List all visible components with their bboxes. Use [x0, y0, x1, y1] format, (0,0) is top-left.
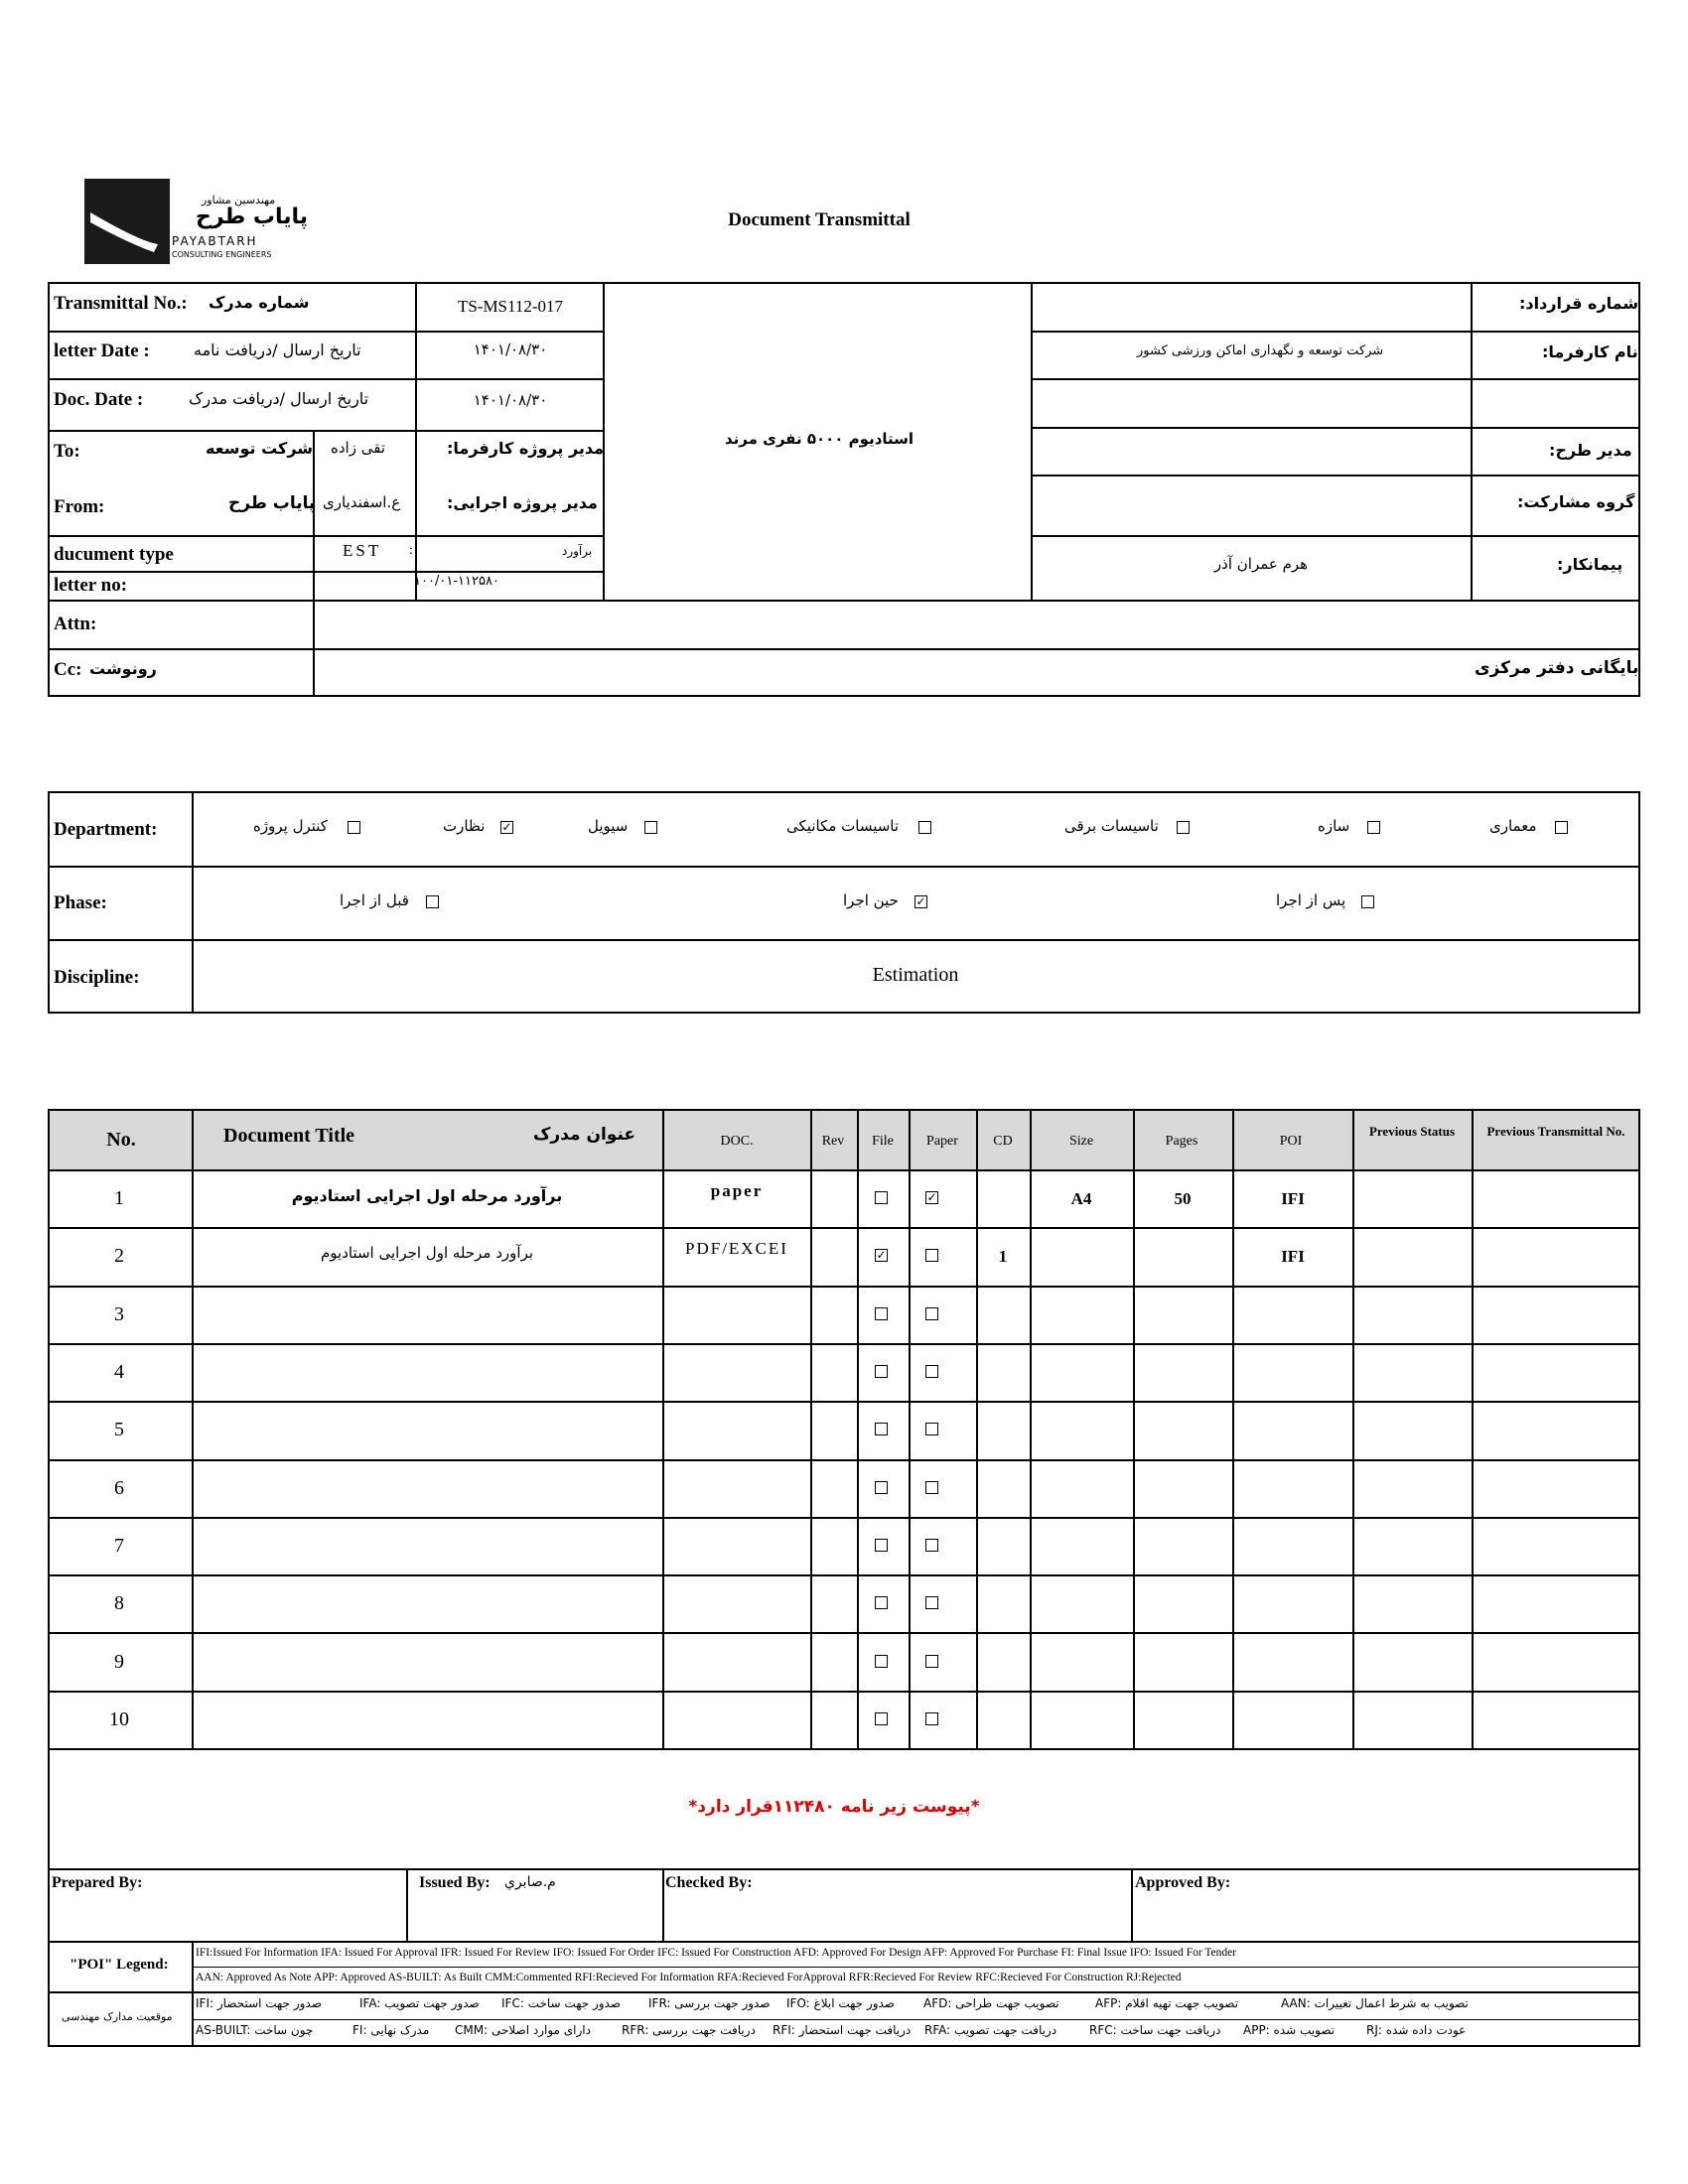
table-column-line [810, 1109, 812, 1748]
doc-type-value: EST [343, 541, 382, 560]
table-bottom-border [48, 2045, 1640, 2047]
col-prev-status-header: Previous Status [1368, 1124, 1456, 1139]
row-number: 6 [114, 1477, 124, 1499]
row-number: 10 [109, 1708, 129, 1730]
table-column-line [662, 1109, 664, 1748]
discipline-label: Discipline: [54, 967, 140, 988]
legend-line [48, 1991, 1640, 1993]
legend-line [192, 2019, 1640, 2020]
letter-date-value: ۱۴۰۱/۰۸/۳۰ [473, 341, 548, 358]
contractor-label: پیمانکار: [1557, 555, 1623, 574]
company-logo [84, 179, 309, 263]
signature-divider [1131, 1868, 1133, 1941]
phase-checkbox-0[interactable] [1361, 895, 1374, 908]
row-file-checkbox[interactable] [875, 1481, 888, 1494]
phase-option-label: حین اجرا [843, 891, 899, 909]
legend-item-4: RFC: دریافت جهت ساخت [1089, 2023, 1221, 2037]
col-cd-header: CD [993, 1134, 1013, 1149]
row-file-checkbox[interactable] [875, 1191, 888, 1204]
col-file-header: File [872, 1134, 894, 1149]
legend-item-3: AFD: تصویب جهت طراحی [923, 1996, 1059, 2010]
legend-item-4: RJ: عودت داده شده [1366, 2023, 1467, 2037]
department-checkbox-5[interactable]: ✓ [501, 820, 512, 834]
row-file-checkbox[interactable]: ✓ [876, 1248, 887, 1262]
project-name: استادیوم ۵۰۰۰ نفری مرند [724, 430, 914, 448]
col-title-en-header: Document Title [223, 1125, 355, 1147]
attn-label: Attn: [54, 614, 97, 634]
row-number: 5 [114, 1419, 124, 1440]
legend-item-3: IFO: صدور جهت ابلاغ [786, 1996, 895, 2010]
cc-fa: رونوشت [89, 659, 157, 678]
table-row-line [48, 1574, 1640, 1576]
poi-legend-label: "POI" Legend: [70, 1957, 169, 1973]
legend-item-3: AAN: تصویب به شرط اعمال تغییرات [1281, 1996, 1469, 2010]
department-checkbox-2[interactable] [1177, 821, 1190, 834]
phase-label: Phase: [54, 892, 107, 913]
row-file-checkbox[interactable] [875, 1655, 888, 1668]
col-poi-header: POI [1279, 1134, 1303, 1149]
department-option-label: سازه [1318, 817, 1350, 835]
engineering-position-label: موقعیت مدارک مهندسی [62, 2010, 173, 2023]
cc-value: بایگانی دفتر مرکزی [1475, 658, 1639, 678]
row-poi: IFI [1281, 1247, 1305, 1266]
table-top-border [48, 1109, 1640, 1111]
table-column-line [1030, 1109, 1032, 1748]
row-document-title: برآورد مرحله اول اجرایی استادیوم [291, 1186, 563, 1205]
legend-item-3: IFC: صدور جهت ساخت [501, 1996, 622, 2010]
to-company: شرکت توسعه [206, 439, 314, 458]
row-number: 3 [114, 1303, 124, 1325]
department-checkbox-4[interactable] [644, 821, 657, 834]
row-paper-checkbox[interactable] [925, 1655, 938, 1668]
logo-fa-small: مهندسین مشاور [202, 194, 276, 206]
row-file-checkbox[interactable] [875, 1307, 888, 1320]
department-checkbox-0[interactable] [1555, 821, 1568, 834]
legend-line-1: IFI:Issued For Information IFA: Issued For Approval IFR: Issued For Review IFO: Issued For Order IFC: Issued For Construction AFD: Approved For Design AFP: Approved For Purchase FI: Final Issue IFO: Issued For Tender [196, 1947, 1237, 1959]
row-paper-checkbox[interactable] [925, 1307, 938, 1320]
row-number: 9 [114, 1651, 124, 1673]
signature-top-line [48, 1868, 1640, 1870]
partner-label: گروه مشارکت: [1517, 492, 1635, 511]
from-person: ع.اسفندیاری [323, 493, 401, 511]
col-rev-header: Rev [821, 1134, 845, 1149]
table-row-line [48, 1691, 1640, 1693]
legend-item-3: IFR: صدور جهت بررسی [648, 1996, 771, 2010]
row-number: 1 [114, 1187, 124, 1209]
row-paper-checkbox[interactable] [925, 1249, 938, 1262]
legend-line-2: AAN: Approved As Note APP: Approved AS-BUILT: As Built CMM:Commented RFI:Recieved For Information RFA:Recieved ForApproval RFR:Recieved For Review RFC:Recieved For Construction RJ:Rejected [196, 1972, 1182, 1983]
row-poi: IFI [1281, 1189, 1305, 1208]
table-right-border [1638, 1109, 1640, 2045]
page-title: Document Transmittal [728, 209, 911, 230]
row-cd: 1 [998, 1247, 1008, 1266]
to-role: مدیر پروژه کارفرما: [447, 439, 605, 458]
row-paper-checkbox[interactable] [925, 1712, 938, 1725]
row-file-checkbox[interactable] [875, 1423, 888, 1435]
letter-no-value: ۱۰۰/۰۱-۱۱۲۵۸۰ [414, 574, 499, 589]
row-number: 8 [114, 1592, 124, 1614]
signature-divider [662, 1868, 664, 1941]
legend-line [192, 1967, 1640, 1968]
col-size-header: Size [1068, 1134, 1094, 1149]
department-option-label: نظارت [443, 817, 486, 835]
col-paper-header: Paper [926, 1134, 958, 1149]
prepared-by-label: Prepared By: [52, 1874, 143, 1891]
letter-date-fa: تاریخ ارسال /دریافت نامه [194, 341, 361, 359]
phase-option-label: قبل از اجرا [340, 891, 409, 909]
from-role: مدیر پروژه اجرایی: [447, 493, 598, 512]
discipline-value: Estimation [872, 964, 959, 986]
row-number: 7 [114, 1535, 124, 1557]
table-row-line [48, 1227, 1640, 1229]
row-paper-checkbox[interactable] [925, 1365, 938, 1378]
contract-no-label: شماره قرارداد: [1519, 294, 1639, 313]
client-value: شرکت توسعه و نگهداری اماکن ورزشی کشور [1137, 343, 1384, 358]
legend-item-4: RFA: دریافت جهت تصویب [924, 2023, 1057, 2037]
phase-checkbox-2[interactable] [426, 895, 439, 908]
department-option-label: معماری [1489, 817, 1537, 835]
doc-type-fa: برآورد [562, 544, 593, 558]
col-no-header: No. [106, 1129, 136, 1151]
logo-en-name: PAYABTARH [172, 234, 258, 248]
row-paper-checkbox[interactable] [925, 1423, 938, 1435]
row-paper-checkbox[interactable] [925, 1539, 938, 1552]
row-document-title: برآورد مرحله اول اجرایی استادیوم [320, 1244, 534, 1262]
table-row-line [48, 1286, 1640, 1288]
from-label: From: [54, 496, 105, 517]
table-left-border [48, 1109, 50, 2045]
row-number: 4 [114, 1361, 124, 1383]
row-file-checkbox[interactable] [875, 1365, 888, 1378]
legend-top-line [48, 1941, 1640, 1943]
doc-type-sep: : [409, 543, 413, 558]
logo-mark-icon [84, 179, 170, 264]
approved-by-label: Approved By: [1135, 1874, 1231, 1891]
table-row-line [48, 1401, 1640, 1403]
col-title-fa-header: عنوان مدرک [533, 1125, 636, 1145]
logo-fa-name: پایاب طرح [196, 205, 309, 229]
table-row-line [48, 1459, 1640, 1461]
table-row-line [48, 1632, 1640, 1634]
phase-checkbox-1[interactable]: ✓ [915, 894, 926, 908]
legend-item-4: AS-BUILT: چون ساخت [196, 2023, 314, 2037]
legend-item-4: CMM: دارای موارد اصلاحی [455, 2023, 591, 2037]
letter-date-label: letter Date : [54, 341, 150, 361]
legend-item-4: FI: مدرک نهایی [352, 2023, 430, 2037]
department-option-label: کنترل پروژه [253, 817, 328, 835]
col-doc-header: DOC. [720, 1134, 754, 1149]
contractor-value: هرم عمران آذر [1213, 555, 1309, 573]
row-paper-checkbox[interactable] [925, 1596, 938, 1609]
doc-date-label: Doc. Date : [54, 389, 144, 410]
doc-date-fa: تاریخ ارسال /دریافت مدرک [189, 389, 369, 408]
department-checkbox-6[interactable] [348, 821, 360, 834]
table-column-line [976, 1109, 978, 1748]
transmittal-no-value: TS-MS112-017 [457, 297, 564, 316]
col-pages-header: Pages [1165, 1134, 1198, 1149]
table-row-line [48, 1748, 1640, 1750]
client-label: نام کارفرما: [1542, 342, 1638, 361]
legend-item-4: RFI: دریافت جهت استحضار [773, 2023, 912, 2037]
row-paper-checkbox[interactable]: ✓ [926, 1190, 937, 1204]
checked-by-label: Checked By: [665, 1874, 753, 1891]
to-person: تقی زاده [331, 439, 385, 457]
table-column-line [1472, 1109, 1474, 1748]
row-file-checkbox[interactable] [875, 1539, 888, 1552]
doc-date-value: ۱۴۰۱/۰۸/۳۰ [473, 391, 548, 409]
issued-by-name: م.صابري [504, 1874, 556, 1890]
row-paper-checkbox[interactable] [925, 1481, 938, 1494]
col-prev-trans-header: Previous Transmittal No. [1486, 1124, 1625, 1139]
table-column-line [909, 1109, 911, 1748]
table-row-line [48, 1517, 1640, 1519]
transmittal-no-fa: شماره مدرک [209, 293, 310, 312]
table-column-line [192, 1109, 194, 1748]
table-column-line [1232, 1109, 1234, 1748]
legend-item-4: RFR: دریافت جهت بررسی [622, 2023, 756, 2037]
row-doc-format: paper [710, 1181, 764, 1200]
phase-option-label: پس از اجرا [1276, 891, 1346, 909]
department-option-label: تاسیسات مکانیکی [786, 817, 900, 835]
department-option-label: تاسیسات برقی [1064, 817, 1159, 835]
legend-item-3: AFP: تصویب جهت تهیه اقلام [1095, 1996, 1239, 2010]
table-row-line [48, 1343, 1640, 1345]
table-column-line [1352, 1109, 1354, 1748]
row-number: 2 [114, 1245, 124, 1267]
cc-label: Cc: [54, 659, 82, 680]
designer-label: مدیر طرح: [1549, 441, 1632, 460]
table-column-line [1133, 1109, 1135, 1748]
table-row-line [48, 1169, 1640, 1171]
row-size: A4 [1070, 1189, 1092, 1208]
department-checkbox-1[interactable] [1367, 821, 1380, 834]
table-column-line [857, 1109, 859, 1748]
department-option-label: سیویل [588, 817, 629, 835]
legend-item-4: APP: تصویب شده [1243, 2023, 1336, 2037]
row-file-checkbox[interactable] [875, 1596, 888, 1609]
logo-en-sub: CONSULTING ENGINEERS [172, 250, 272, 259]
signature-divider [406, 1868, 408, 1941]
department-checkbox-3[interactable] [918, 821, 931, 834]
row-pages: 50 [1174, 1189, 1192, 1208]
to-label: To: [54, 441, 80, 462]
from-company: پایاب طرح [228, 493, 316, 513]
transmittal-no-label: Transmittal No.: [54, 293, 188, 314]
letter-no-label: letter no: [54, 575, 128, 596]
legend-item-3: IFI: صدور جهت استحضار [196, 1996, 322, 2010]
attachment-note: *پیوست زیر نامه ۱۱۲۴۸۰قرار دارد* [688, 1797, 980, 1817]
row-doc-format: PDF/EXCEI [685, 1239, 788, 1258]
legend-item-3: IFA: صدور جهت تصویب [359, 1996, 480, 2010]
department-label: Department: [54, 819, 158, 840]
row-file-checkbox[interactable] [875, 1712, 888, 1725]
issued-by-label: Issued By: [419, 1874, 491, 1891]
doc-type-label: ducument type [54, 544, 174, 565]
